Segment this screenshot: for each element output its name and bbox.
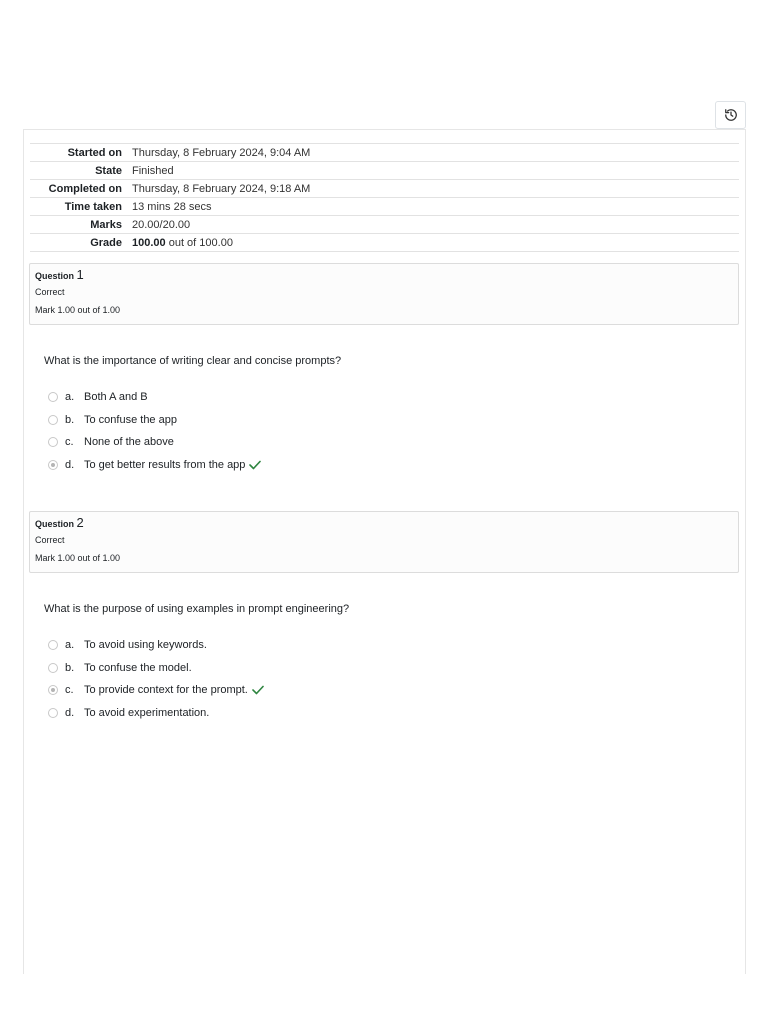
summary-label: State <box>95 164 122 177</box>
summary-row-marks <box>30 216 739 234</box>
question-number: Question 2 <box>35 515 84 530</box>
answer-letter: c. <box>65 436 74 449</box>
radio-button-checked[interactable] <box>48 460 58 470</box>
answer-letter: d. <box>65 706 75 719</box>
question-text-2: What is the purpose of using examples in prompt engineering? <box>44 603 350 615</box>
summary-value: 13 mins 28 secs <box>132 200 212 213</box>
summary-row-completed <box>30 180 739 198</box>
question-text-1: What is the importance of writing clear and concise prompts? <box>44 355 342 367</box>
question-state: Correct <box>35 535 65 545</box>
summary-label: Marks <box>90 218 122 231</box>
question-number: Question 1 <box>35 267 84 282</box>
answer-text: None of the above <box>84 436 174 449</box>
history-icon <box>724 108 738 122</box>
summary-value: Thursday, 8 February 2024, 9:04 AM <box>132 146 311 159</box>
question-state: Correct <box>35 287 65 297</box>
answer-text: To get better results from the app <box>84 458 246 471</box>
summary-value: Thursday, 8 February 2024, 9:18 AM <box>132 182 311 195</box>
summary-label: Time taken <box>64 200 122 213</box>
answer-letter: c. <box>65 684 74 697</box>
answer-option[interactable] <box>48 634 448 657</box>
summary-row-time-taken <box>30 198 739 216</box>
answer-text: To confuse the model. <box>84 661 192 674</box>
answer-option[interactable] <box>48 657 448 680</box>
answer-letter: d. <box>65 458 75 471</box>
check-icon <box>249 460 261 470</box>
summary-label: Grade <box>90 236 122 249</box>
radio-button[interactable] <box>48 640 58 650</box>
summary-row-started <box>30 144 739 162</box>
grade-suffix: out of 100.00 <box>165 236 233 249</box>
summary-value: Finished <box>132 164 174 177</box>
summary-value <box>132 234 739 252</box>
answer-option[interactable] <box>48 409 448 432</box>
question-info-1 <box>29 263 739 325</box>
question-grade: Mark 1.00 out of 1.00 <box>35 553 121 563</box>
answer-text: To avoid experimentation. <box>84 706 210 719</box>
summary-row-state <box>30 162 739 180</box>
radio-button[interactable] <box>48 392 58 402</box>
radio-button[interactable] <box>48 415 58 425</box>
answer-text: To confuse the app <box>84 413 177 426</box>
answer-option[interactable] <box>48 431 448 454</box>
answer-list-2 <box>48 634 448 724</box>
answer-letter: a. <box>65 391 75 404</box>
attempt-summary-table <box>30 143 739 252</box>
grade-score: 100.00 <box>132 236 166 249</box>
question-grade: Mark 1.00 out of 1.00 <box>35 305 121 315</box>
radio-button[interactable] <box>48 437 58 447</box>
summary-label: Completed on <box>48 182 122 195</box>
summary-value: 20.00/20.00 <box>132 218 191 231</box>
summary-row-grade <box>30 234 739 252</box>
answer-option[interactable] <box>48 702 448 725</box>
answer-option[interactable] <box>48 386 448 409</box>
radio-button[interactable] <box>48 708 58 718</box>
answer-option-selected[interactable] <box>48 454 448 477</box>
answer-letter: b. <box>65 661 75 674</box>
answer-letter: a. <box>65 639 75 652</box>
answer-text: To provide context for the prompt. <box>84 684 248 697</box>
radio-button-checked[interactable] <box>48 685 58 695</box>
history-button[interactable] <box>715 101 746 129</box>
answer-text: To avoid using keywords. <box>84 639 207 652</box>
question-info-2 <box>29 511 739 573</box>
answer-option-selected[interactable] <box>48 679 448 702</box>
answer-letter: b. <box>65 413 75 426</box>
answer-text: Both A and B <box>84 391 148 404</box>
summary-label: Started on <box>67 146 122 159</box>
radio-button[interactable] <box>48 663 58 673</box>
check-icon <box>252 685 264 695</box>
answer-list-1 <box>48 386 448 476</box>
